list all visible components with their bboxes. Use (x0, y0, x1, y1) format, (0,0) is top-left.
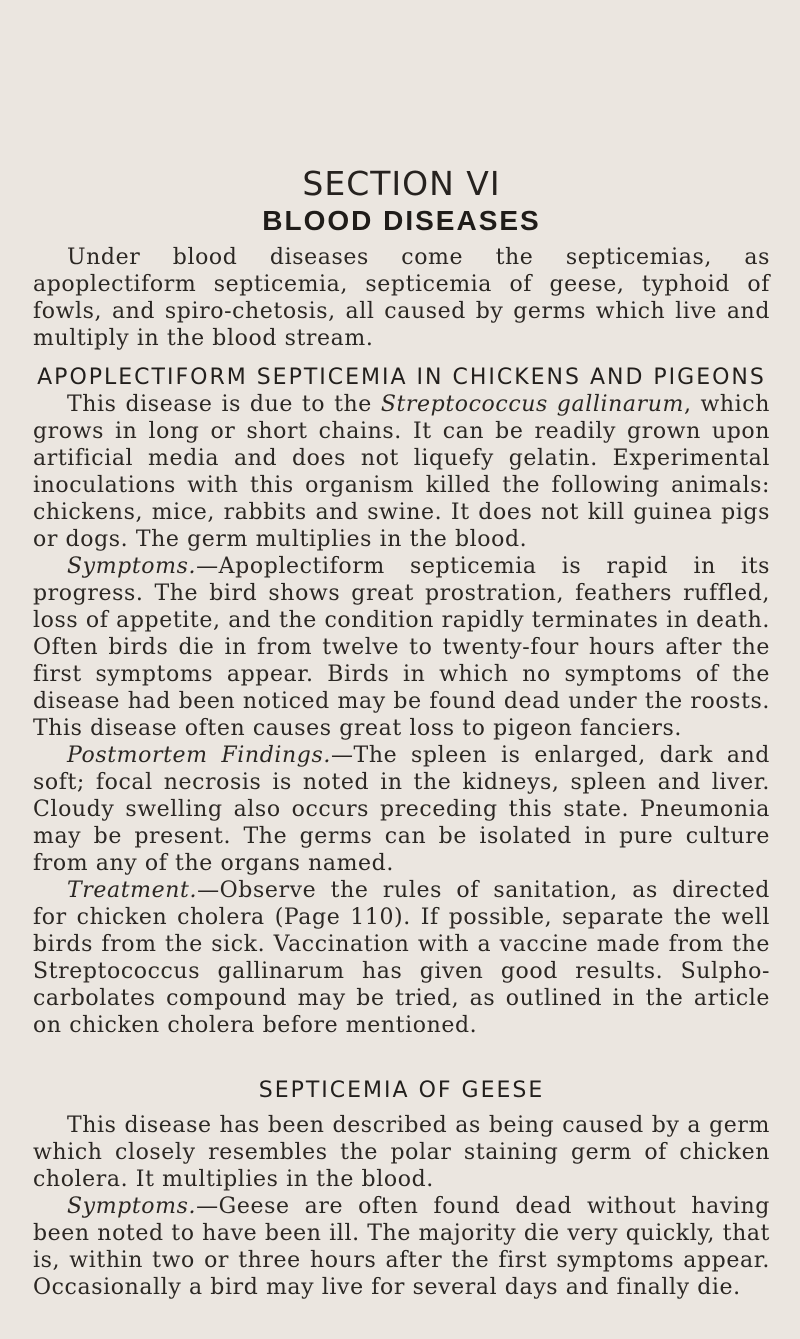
postmortem-lead: Postmortem Findings. (67, 743, 331, 768)
paragraph-geese-symptoms (33, 1193, 770, 1301)
paragraph-cause (33, 391, 770, 553)
paragraph-geese-cause: This disease has been described as being caused by a germ which closely resembles the polar staining germ of chicken cholera. It multiplies in the blood. (33, 1113, 770, 1192)
paragraph-treatment (33, 877, 770, 1039)
paragraph-postmortem (33, 742, 770, 877)
chapter-title: BLOOD DISEASES (262, 205, 541, 236)
geese-symptoms-text: —Geese are often found dead without having been noted to have been ill. The majority die very quickly, that is, within two or three hours after the first symptoms appear. Occasionally a bird may live for several days and finally die. (33, 1194, 770, 1300)
symptoms-text: —Apoplectiform septicemia is rapid in its progress. The bird shows great prostration, feathers ruffled, loss of appetite, and the condition rapidly terminates in death. Often birds die in from twelve to twenty-four hours after the first symptoms appear. Birds in which no symptoms of the disease had been noticed may be found dead under the roosts. This disease often causes great loss to pigeon fanciers. (33, 554, 770, 741)
paragraph-cause-text-start: This disease is due to the (67, 392, 381, 417)
intro-paragraph: Under blood diseases come the septicemias, as apoplectiform septicemia, septicemia of geese, typhoid of fowls, and spiro-chetosis, all caused by germs which live and multiply in the blood stream. (33, 245, 770, 351)
postmortem-text: —The spleen is enlarged, dark and soft; focal necrosis is noted in the kidneys, spleen and liver. Cloudy swelling also occurs preceding this state. Pneumonia may be present. The germs can be isolated in pure culture from any of the organs named. (33, 743, 770, 876)
geese-symptoms-lead: Symptoms. (67, 1194, 197, 1219)
heading-apoplectiform-septicemia: APOPLECTIFORM SEPTICEMIA IN CHICKENS AND PIGEONS (37, 365, 766, 390)
organism-name: Streptococcus gallinarum (380, 392, 684, 417)
paragraph-cause-text-end: , which grows in long or short chains. It can be readily grown upon artificial media and does not liquefy gelatin. Experimental inoculations with this organism killed the following animals: chickens, mice, rabbits and swine. It does not kill guinea pigs or dogs. The germ multiplies in the blood. (33, 392, 770, 552)
section-title: SECTION VI (302, 164, 501, 203)
symptoms-lead: Symptoms. (67, 554, 197, 579)
paragraph-symptoms (33, 553, 770, 742)
treatment-lead: Treatment. (67, 878, 198, 903)
heading-septicemia-of-geese: SEPTICEMIA OF GEESE (258, 1078, 545, 1103)
treatment-text: —Observe the rules of sanitation, as directed for chicken cholera (Page 110). If possible, separate the well birds from the sick. Vaccination with a vaccine made from the Streptococcus gallinarum has given good results. Sulpho-carbolates compound may be tried, as outlined in the article on chicken cholera before mentioned. (33, 878, 770, 1038)
